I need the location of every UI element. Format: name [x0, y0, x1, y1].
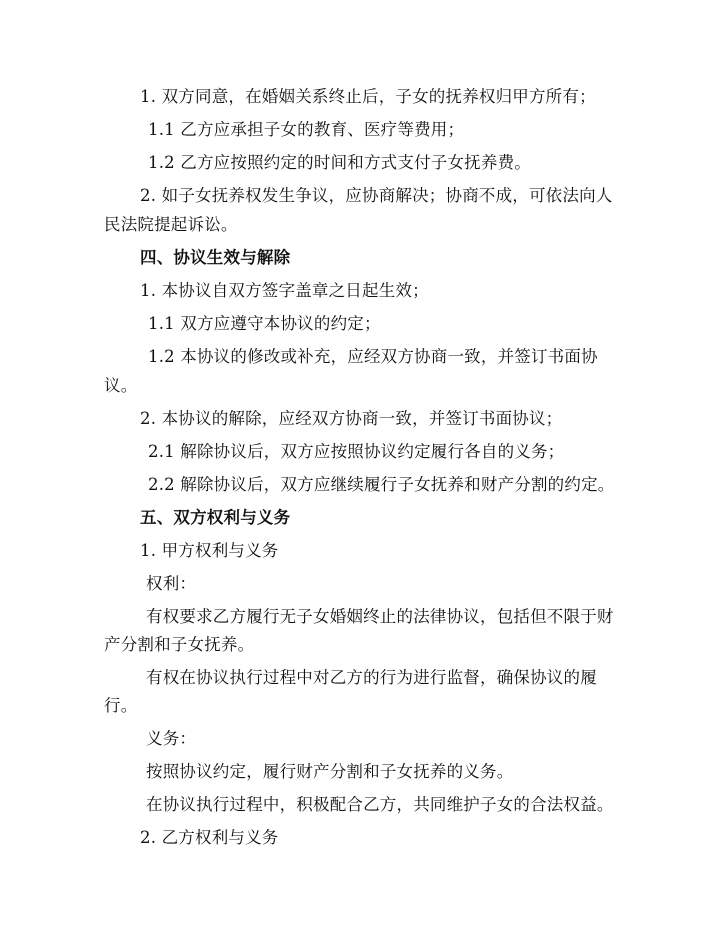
section-heading-5: 五、双方权利与义务: [140, 508, 291, 527]
paragraph-line: 产分割和子女抚养。: [104, 635, 255, 654]
paragraph-line: 按照协议约定，履行财产分割和子女抚养的义务。: [146, 762, 514, 781]
paragraph-line: 议。: [104, 376, 138, 395]
paragraph-line: 2. 乙方权利与义务: [140, 828, 279, 847]
paragraph-line: 有权在协议执行过程中对乙方的行为进行监督，确保协议的履: [146, 668, 597, 687]
paragraph-line: 1.2 本协议的修改或补充，应经双方协商一致，并签订书面协: [148, 347, 598, 366]
paragraph-line: 权利：: [146, 574, 197, 593]
paragraph-line: 民法院提起诉讼。: [104, 215, 238, 234]
paragraph-line: 义务：: [146, 729, 197, 748]
paragraph-line: 1. 甲方权利与义务: [140, 541, 279, 560]
section-heading-4: 四、协议生效与解除: [140, 248, 291, 267]
paragraph-line: 1.2 乙方应按照约定的时间和方式支付子女抚养费。: [148, 153, 531, 172]
paragraph-line: 在协议执行过程中，积极配合乙方，共同维护子女的合法权益。: [146, 795, 614, 814]
paragraph-line: 2.1 解除协议后，双方应按照协议约定履行各自的义务；: [148, 442, 565, 461]
paragraph-line: 2. 本协议的解除，应经双方协商一致，并签订书面协议；: [140, 409, 563, 428]
paragraph-line: 1.1 乙方应承担子女的教育、医疗等费用；: [148, 120, 465, 139]
paragraph-line: 1. 双方同意，在婚姻关系终止后，子女的抚养权归甲方所有；: [140, 87, 596, 106]
paragraph-line: 1.1 双方应遵守本协议的约定；: [148, 314, 381, 333]
paragraph-line: 有权要求乙方履行无子女婚姻终止的法律协议，包括但不限于财: [146, 607, 614, 626]
paragraph-line: 2.2 解除协议后，双方应继续履行子女抚养和财产分割的约定。: [148, 475, 615, 494]
paragraph-line: 1. 本协议自双方签字盖章之日起生效；: [140, 281, 429, 300]
paragraph-line: 2. 如子女抚养权发生争议，应协商解决；协商不成，可依法向人: [140, 186, 613, 205]
paragraph-line: 行。: [104, 696, 138, 715]
